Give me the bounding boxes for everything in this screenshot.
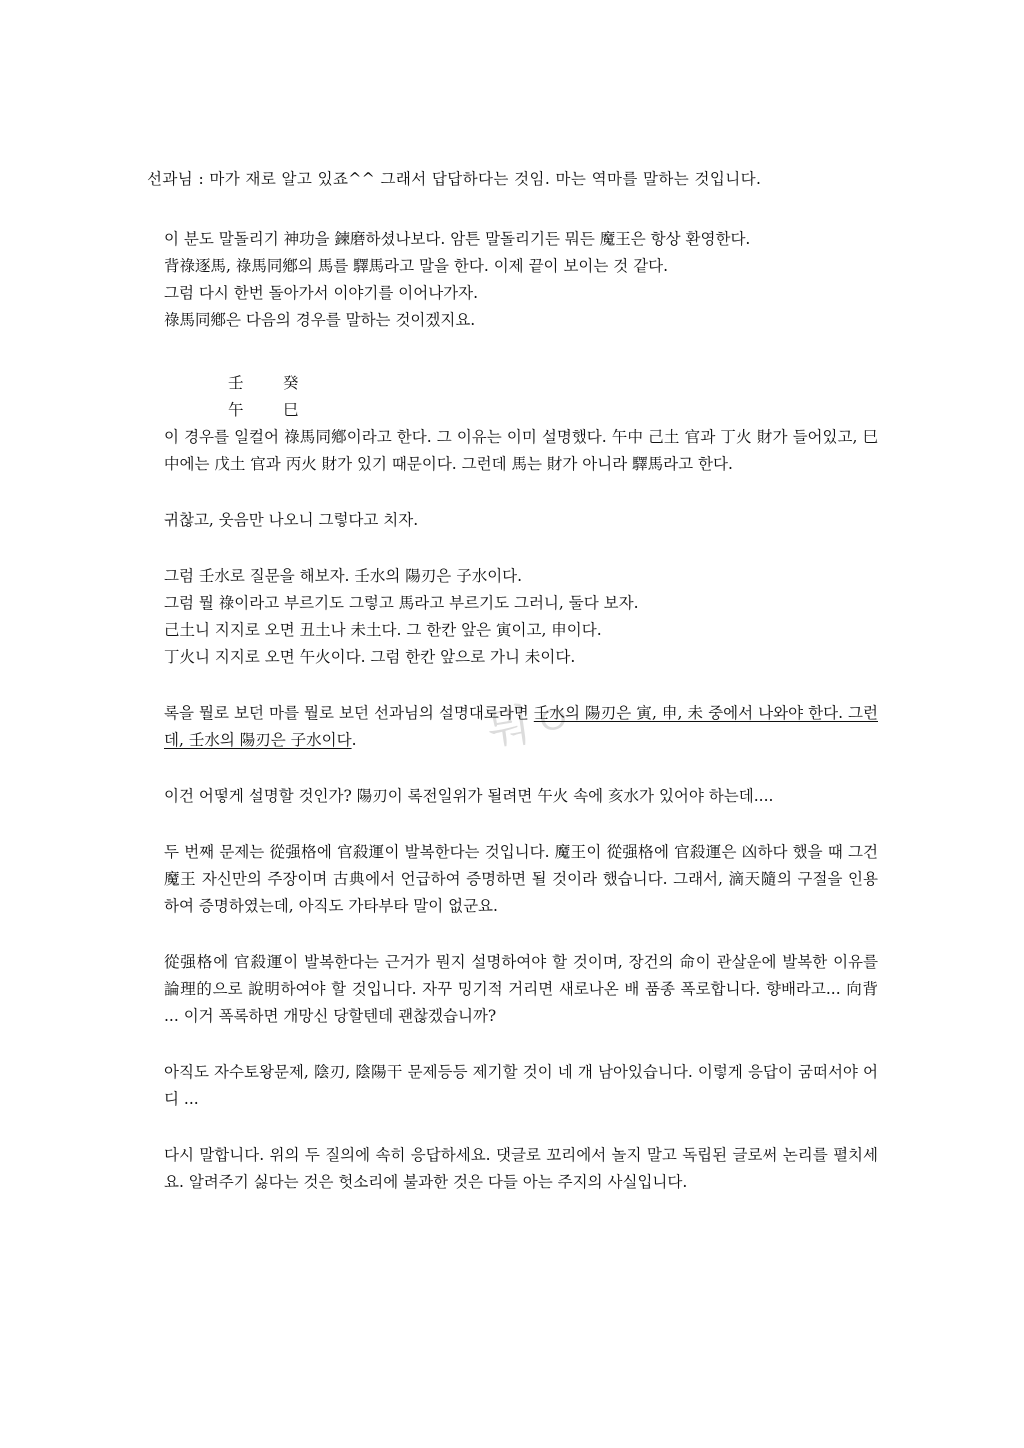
paragraph: 두 번째 문제는 從强格에 官殺運이 발복한다는 것입니다. 魔王이 從强格에 官殺運은 凶하다 했을 때 그건 魔王 자신만의 주장이며 古典에서 언급하여 증명하면 될 것이라 했습니다. 그래서, 滴天隨의 구절을 인용하여 증명하였는데, 아직도 가타부타 말이 없군요. (164, 843, 878, 915)
paragraph: 이건 어떻게 설명할 것인가? 陽刃이 록전일위가 될려면 午火 속에 亥水가 있어야 하는데.... (164, 787, 774, 805)
paragraph: 從强格에 官殺運이 발복한다는 근거가 뭔지 설명하여야 할 것이며, 장건의 命이 관살운에 발복한 이유를 論理的으로 說明하여야 할 것입니다. 자꾸 밍기적 거리면 새로나온 배 품종 폭로합니다. 향배라고... 向背 ... 이거 폭록하면 개망신 당할텐데 괜찮겠습니까? (164, 953, 878, 1025)
branch-char: 巳 (283, 401, 299, 419)
stem-char: 壬 (228, 374, 244, 392)
paragraph-line: 그럼 뭘 祿이라고 부르기도 그렇고 馬라고 부르기도 그러니, 둘다 보자. (164, 594, 639, 612)
paragraph-line: 祿馬同鄕은 다음의 경우를 말하는 것이겠지요. (164, 311, 476, 329)
text-run: 록을 뭘로 보던 마를 뭘로 보던 선과님의 설명대로라면 (164, 704, 534, 722)
saju-stems-row (147, 370, 878, 397)
paragraph-intro: 선과님 : 마가 재로 알고 있죠^^ 그래서 답답하다는 것임. 마는 역마를 말하는 것입니다. (147, 170, 762, 188)
text-run: . (351, 731, 357, 749)
paragraph: 귀찮고, 웃음만 나오니 그렇다고 치자. (164, 511, 419, 529)
paragraph: 아직도 자수토왕문제, 陰刃, 陰陽干 문제등등 제기할 것이 네 개 남아있습니다. 이렇게 응답이 굼떠서야 어디 ... (164, 1063, 878, 1108)
paragraph-line: 己土니 지지로 오면 丑土나 未土다. 그 한칸 앞은 寅이고, 申이다. (164, 621, 602, 639)
paragraph-line: 이 분도 말돌리기 神功을 鍊磨하셨나보다. 암튼 말돌리기든 뭐든 魔王은 항상 환영한다. (164, 230, 751, 248)
paragraph-line: 그럼 다시 한번 돌아가서 이야기를 이어나가자. (164, 284, 479, 302)
paragraph-line: 背祿逐馬, 祿馬同鄕의 馬를 驛馬라고 말을 한다. 이제 끝이 보이는 것 같다. (164, 257, 669, 275)
document-body (147, 166, 878, 1196)
watermark: 뭐ㅇ (484, 693, 580, 756)
paragraph-underlined (147, 700, 878, 754)
branch-char: 午 (228, 401, 244, 419)
underlined-text: 壬水의 陽刃은 寅, 申, 未 중에서 나와야 한다. 그런데, 壬水의 陽刃은 子水이다 (164, 704, 878, 749)
saju-branches-row (147, 397, 878, 424)
paragraph: 이 경우를 일컬어 祿馬同鄕이라고 한다. 그 이유는 이미 설명했다. 午中 己土 官과 丁火 財가 들어있고, 巳中에는 戊土 官과 丙火 財가 있기 때문이다. 그런데 馬는 財가 아니라 驛馬라고 한다. (164, 428, 878, 473)
stem-char: 癸 (283, 374, 299, 392)
paragraph: 다시 말합니다. 위의 두 질의에 속히 응답하세요. 댓글로 꼬리에서 놀지 말고 독립된 글로써 논리를 펼치세요. 알려주기 싫다는 것은 헛소리에 불과한 것은 다들 아는 주지의 사실입니다. (164, 1146, 878, 1191)
paragraph-line: 丁火니 지지로 오면 午火이다. 그럼 한칸 앞으로 가니 未이다. (164, 648, 576, 666)
paragraph-line: 그럼 壬水로 질문을 해보자. 壬水의 陽刃은 子水이다. (164, 567, 523, 585)
